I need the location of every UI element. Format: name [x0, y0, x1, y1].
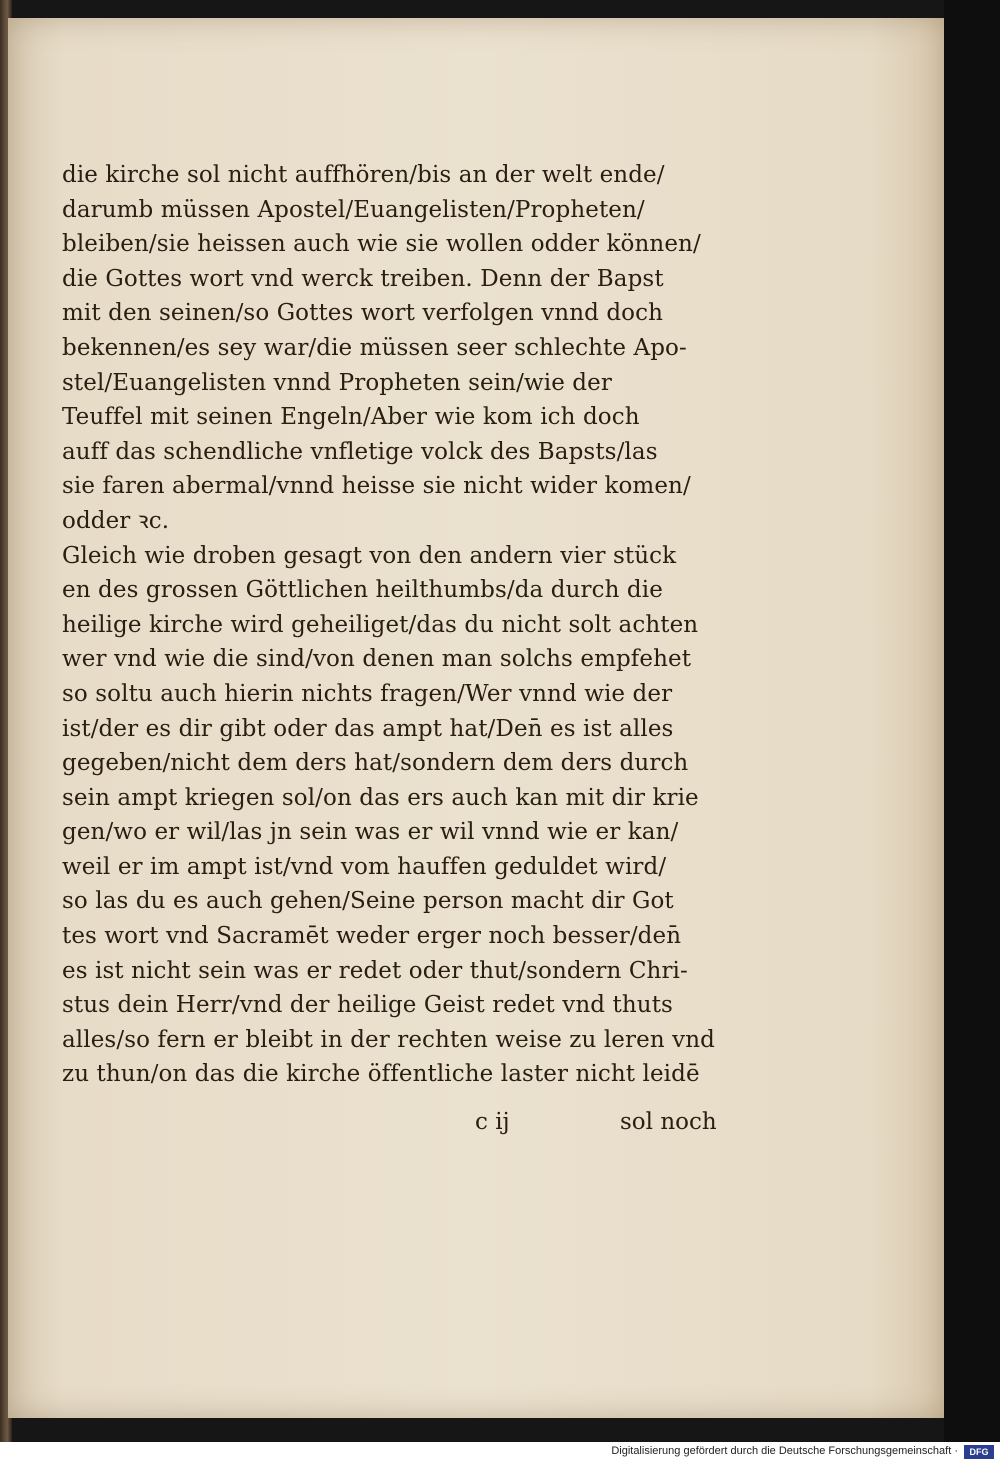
- text-line: odder ꝛc.: [62, 507, 170, 534]
- funding-notice: Digitalisierung gefördert durch die Deutsche Forschungsgemeinschaft ·: [611, 1445, 958, 1457]
- signature-mark: c ij: [475, 1109, 510, 1135]
- text-line: ist/der es dir gibt oder das ampt hat/Den̄ es ist alles: [62, 715, 674, 742]
- text-line: stus dein Herr/vnd der heilige Geist redet vnd thuts: [62, 992, 673, 1019]
- paragraph-start-line: Gleich wie droben gesagt von den andern vier stück: [62, 542, 677, 569]
- text-line: alles/so fern er bleibt in der rechten weise zu leren vnd: [62, 1026, 715, 1053]
- text-line: Teuffel mit seinen Engeln/Aber wie kom ich doch: [62, 404, 640, 431]
- text-line: darumb müssen Apostel/Euangelisten/Propheten/: [62, 196, 645, 223]
- book-cover-edge: [944, 0, 1000, 1442]
- catchword: sol noch: [620, 1109, 717, 1135]
- attribution-footer: [0, 1442, 1000, 1463]
- text-line: heilige kirche wird geheiliget/das du nicht solt achten: [62, 611, 699, 638]
- text-line: auff das schendliche vnfletige volck des Bapsts/las: [62, 438, 658, 465]
- page-footer-marks: [475, 1105, 745, 1145]
- text-line: en des grossen Göttlichen heilthumbs/da durch die: [62, 577, 663, 604]
- text-line: so soltu auch hierin nichts fragen/Wer vnnd wie der: [62, 680, 673, 707]
- body-text: [62, 158, 742, 1092]
- text-line: es ist nicht sein was er redet oder thut/sondern Chri-: [62, 957, 688, 984]
- text-line: weil er im ampt ist/vnd vom hauffen geduldet wird/: [62, 853, 667, 880]
- text-line: wer vnd wie die sind/von denen man solchs empfehet: [62, 646, 692, 673]
- text-line: tes wort vnd Sacramēt weder erger noch besser/den̄: [62, 923, 682, 950]
- text-line: gegeben/nicht dem ders hat/sondern dem ders durch: [62, 750, 689, 777]
- text-line: gen/wo er wil/las jn sein was er wil vnnd wie er kan/: [62, 819, 679, 846]
- dfg-logo: DFG: [964, 1445, 994, 1459]
- text-line: sie faren abermal/vnnd heisse sie nicht wider komen/: [62, 473, 691, 500]
- text-line: sein ampt kriegen sol/on das ers auch kan mit dir krie: [62, 784, 699, 811]
- text-line: stel/Euangelisten vnnd Propheten sein/wie der: [62, 369, 612, 396]
- text-line: die Gottes wort vnd werck treiben. Denn der Bapst: [62, 265, 664, 292]
- text-line: bekennen/es sey war/die müssen seer schlechte Apo-: [62, 334, 687, 361]
- text-line: mit den seinen/so Gottes wort verfolgen vnnd doch: [62, 300, 664, 327]
- text-line: zu thun/on das die kirche öffentliche laster nicht leidē: [62, 1061, 700, 1088]
- text-line: bleiben/sie heissen auch wie sie wollen odder können/: [62, 231, 701, 258]
- text-line: die kirche sol nicht auffhören/bis an der welt ende/: [62, 162, 665, 188]
- text-line: so las du es auch gehen/Seine person macht dir Got: [62, 888, 674, 915]
